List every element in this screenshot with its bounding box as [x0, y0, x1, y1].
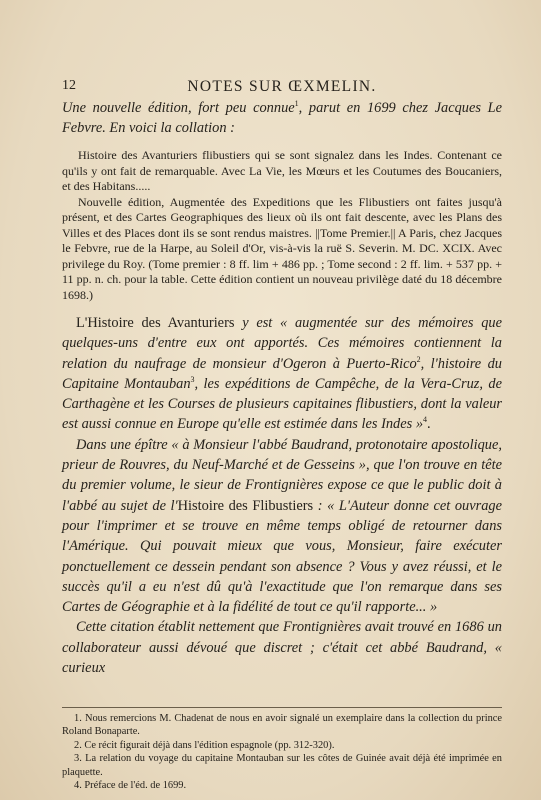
footnote-divider [62, 707, 502, 708]
body-text [62, 313, 502, 678]
para1-part-a: L' [76, 315, 88, 331]
para1-part-e: , les expéditions de Campêche, de la Vera-Cruz, de Carthagène et les Courses de plusieurs capitaines flibustiers, dont la valeur est aussi connue en Europe qu'elle est estimée dans les Indes » [62, 375, 502, 433]
page-number: 12 [62, 78, 76, 93]
paragraph-citation: Cette citation établit nettement que Frontignières avait trouvé en 1686 un collaborateur aussi dévoué que discret ; c'était cet abbé Baudrand, « curieux [62, 619, 502, 677]
collation-details: Nouvelle édition, Augmentée des Expeditions que les Flibustiers ont faites jusqu'à présent, et des Cartes Geographiques des lieux où ils ont fait descente, avec les Plans des Villes et des Places dont ils se sont rendus maistres. ||Tome Premier.|| A Paris, chez Jacques le Febvre, rue de la Harpe, au Soleil d'Or, vis-à-vis la ruë S. Severin. M. DC. XCIX. Avec privilege du Roy. (Tome premier : 8 ff. lim + 486 pp. ; Tome second : 2 ff. lim. + 537 pp. + 11 pp. n. ch. pour la table. Cette édition contient un nouveau privilège daté du 18 décembre 1698.) [62, 194, 502, 302]
para1-part-d: , l'histoire du Capitaine Montauban [62, 355, 503, 392]
lead-paragraph [62, 98, 502, 138]
para2-part-c: : « L'Auteur donne cet ouvrage pour l'imprimer et se trouve en même temps obligé de retourner dans l'Amérique. Qui pouvait mieux que vous, Monsieur, faire exécuter ponctuellement ce dessein pendant son absence ? Vous y avez réussi, et le succès qu'il a eu n'est dû qu'à l'exactitude que l'on remarque dans ses Cartes de Géographie et à la fidélité de tout ce qu'il rapporte... » [62, 497, 503, 616]
collation-block [62, 148, 502, 303]
para2-book-title: Histoire des Flibustiers [177, 497, 314, 514]
lead-text-1: Une nouvelle édition, fort peu connue [62, 100, 295, 116]
page-content [62, 98, 502, 678]
collation-title: Histoire des Avanturiers flibustiers qui se sont signalez dans les Indes. Contenant ce qu'ils y ont fait de remarquable. Avec La Vie, les Mœurs et les Coutumes des Boucaniers, et des Habitans..... [62, 148, 502, 193]
para1-part-c: y est « augmentée sur des mémoires que quelques-uns d'entre eux ont apportés. Ces mémoires contiennent la relation du naufrage de monsieur d'Ogeron à Puerto-Rico [62, 315, 502, 372]
paragraph-avanturiers [62, 313, 502, 435]
footnotes [62, 712, 502, 792]
footnote-3: 3. La relation du voyage du capitaine Montauban sur les côtes de Guinée avait déjà été imprimée en plaquette. [62, 753, 502, 778]
footnote-ref-2: 2 [416, 354, 421, 364]
footnote-1: 1. Nous remercions M. Chadenat de nous en avoir signalé un exemplaire dans la collection du prince Roland Bonaparte. [62, 713, 502, 738]
running-title: NOTES SUR ŒXMELIN. [187, 78, 377, 95]
footnote-2: 2. Ce récit figurait déjà dans l'édition espagnole (pp. 312-320). [74, 739, 335, 751]
para1-book-title: Histoire des Avanturiers [87, 315, 235, 331]
footnote-ref-1: 1 [294, 99, 299, 109]
para1-part-f: . [427, 416, 431, 433]
lead-text-2: , parut en 1699 chez Jacques Le Febvre. En voici la collation : [62, 100, 502, 136]
footnote-4: 4. Préface de l'éd. de 1699. [74, 780, 187, 792]
footnote-ref-3: 3 [190, 375, 195, 385]
footnote-ref-4: 4 [423, 415, 428, 425]
para2-part-a: Dans une épître « à Monsieur l'abbé Baudrand, protonotaire apostolique, prieur de Rouvres, du Neuf-Marché et de Gesseins », que l'on trouve en tête du premier volume, le sieur de Frontignières expose ce que le public doit à l'abbé au sujet de l' [62, 436, 502, 514]
paragraph-epitre [62, 435, 502, 618]
page-header [62, 78, 502, 98]
